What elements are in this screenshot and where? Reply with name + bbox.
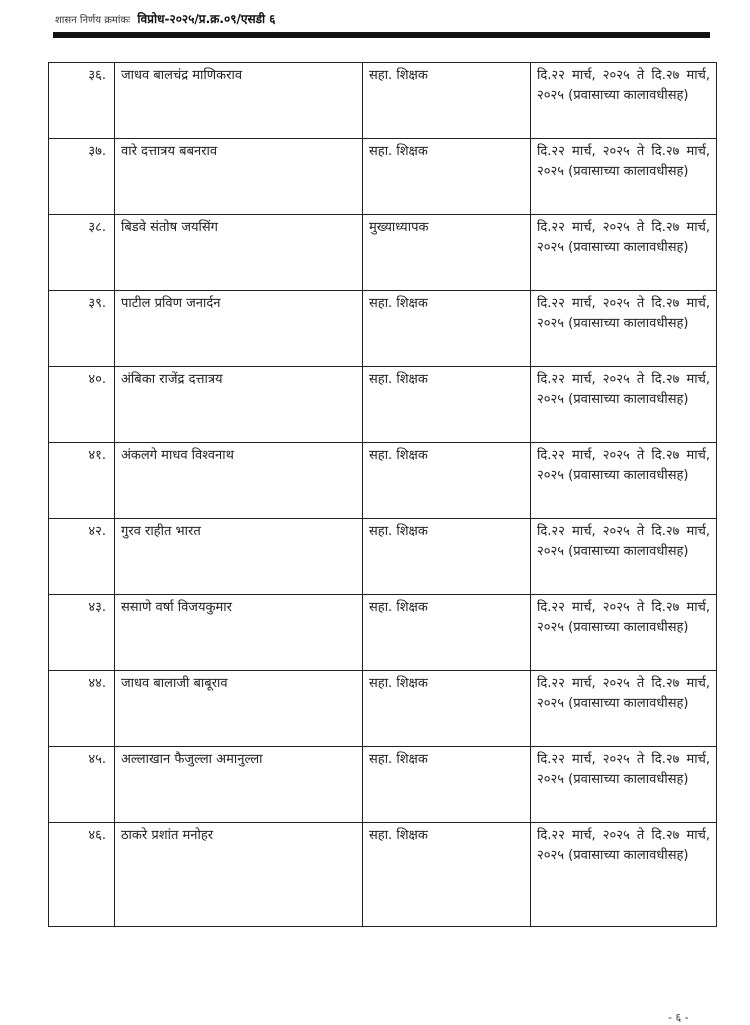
serial-number-cell: ३९.: [49, 291, 115, 367]
designation-cell: सहा. शिक्षक: [363, 291, 531, 367]
document-header: [55, 8, 705, 30]
designation-cell: सहा. शिक्षक: [363, 63, 531, 139]
serial-number-cell: ४५.: [49, 747, 115, 823]
name-cell: अंकलगे माधव विश्वनाथ: [115, 443, 363, 519]
roster-body: [49, 63, 717, 927]
designation-cell: सहा. शिक्षक: [363, 671, 531, 747]
designation-cell: सहा. शिक्षक: [363, 139, 531, 215]
period-cell: दि.२२ मार्च, २०२५ ते दि.२७ मार्च, २०२५ (प्रवासाच्या कालावधीसह): [531, 367, 717, 443]
period-cell: दि.२२ मार्च, २०२५ ते दि.२७ मार्च, २०२५ (प्रवासाच्या कालावधीसह): [531, 139, 717, 215]
designation-cell: सहा. शिक्षक: [363, 823, 531, 927]
designation-cell: सहा. शिक्षक: [363, 747, 531, 823]
gr-number-label: शासन निर्णय क्रमांकः: [55, 15, 131, 26]
table-row: [49, 139, 717, 215]
period-cell: दि.२२ मार्च, २०२५ ते दि.२७ मार्च, २०२५ (प्रवासाच्या कालावधीसह): [531, 291, 717, 367]
name-cell: जाधव बालचंद्र माणिकराव: [115, 63, 363, 139]
serial-number-cell: ४६.: [49, 823, 115, 927]
table-row: [49, 215, 717, 291]
designation-cell: मुख्याध्यापक: [363, 215, 531, 291]
serial-number-cell: ३६.: [49, 63, 115, 139]
teacher-roster-table: [48, 62, 717, 927]
period-cell: दि.२२ मार्च, २०२५ ते दि.२७ मार्च, २०२५ (प्रवासाच्या कालावधीसह): [531, 671, 717, 747]
name-cell: अंबिका राजेंद्र दत्तात्रय: [115, 367, 363, 443]
period-cell: दि.२२ मार्च, २०२५ ते दि.२७ मार्च, २०२५ (प्रवासाच्या कालावधीसह): [531, 747, 717, 823]
period-cell: दि.२२ मार्च, २०२५ ते दि.२७ मार्च, २०२५ (प्रवासाच्या कालावधीसह): [531, 63, 717, 139]
period-cell: दि.२२ मार्च, २०२५ ते दि.२७ मार्च, २०२५ (प्रवासाच्या कालावधीसह): [531, 443, 717, 519]
header-rule: [53, 32, 710, 38]
period-cell: दि.२२ मार्च, २०२५ ते दि.२७ मार्च, २०२५ (प्रवासाच्या कालावधीसह): [531, 595, 717, 671]
table-row: [49, 823, 717, 927]
designation-cell: सहा. शिक्षक: [363, 443, 531, 519]
designation-cell: सहा. शिक्षक: [363, 519, 531, 595]
name-cell: अल्लाखान फैजुल्ला अमानुल्ला: [115, 747, 363, 823]
name-cell: ठाकरे प्रशांत मनोहर: [115, 823, 363, 927]
table-row: [49, 671, 717, 747]
serial-number-cell: ४२.: [49, 519, 115, 595]
designation-cell: सहा. शिक्षक: [363, 595, 531, 671]
serial-number-cell: ३७.: [49, 139, 115, 215]
period-cell: दि.२२ मार्च, २०२५ ते दि.२७ मार्च, २०२५ (प्रवासाच्या कालावधीसह): [531, 215, 717, 291]
gr-number: विप्रोध-२०२५/प्र.क्र.०९/एसडी ६: [137, 12, 276, 26]
table-row: [49, 595, 717, 671]
name-cell: ससाणे वर्षा विजयकुमार: [115, 595, 363, 671]
name-cell: जाधव बालाजी बाबूराव: [115, 671, 363, 747]
name-cell: पाटील प्रविण जनार्दन: [115, 291, 363, 367]
designation-cell: सहा. शिक्षक: [363, 367, 531, 443]
period-cell: दि.२२ मार्च, २०२५ ते दि.२७ मार्च, २०२५ (प्रवासाच्या कालावधीसह): [531, 519, 717, 595]
name-cell: बिडवे संतोष जयसिंग: [115, 215, 363, 291]
serial-number-cell: ४१.: [49, 443, 115, 519]
table-row: [49, 291, 717, 367]
serial-number-cell: ३८.: [49, 215, 115, 291]
table-row: [49, 443, 717, 519]
serial-number-cell: ४३.: [49, 595, 115, 671]
table-row: [49, 519, 717, 595]
period-cell: दि.२२ मार्च, २०२५ ते दि.२७ मार्च, २०२५ (प्रवासाच्या कालावधीसह): [531, 823, 717, 927]
name-cell: गुरव राहीत भारत: [115, 519, 363, 595]
name-cell: वारे दत्तात्रय बबनराव: [115, 139, 363, 215]
table-row: [49, 747, 717, 823]
page-number: - ६ -: [668, 1011, 689, 1024]
table-row: [49, 63, 717, 139]
serial-number-cell: ४४.: [49, 671, 115, 747]
serial-number-cell: ४०.: [49, 367, 115, 443]
table-row: [49, 367, 717, 443]
